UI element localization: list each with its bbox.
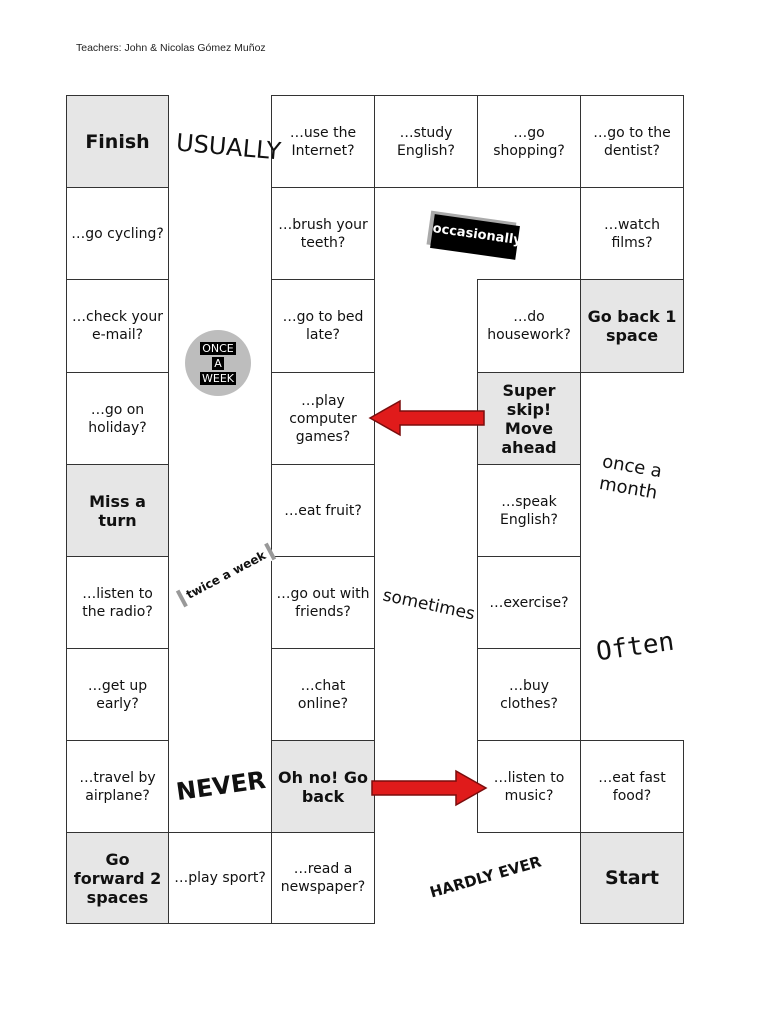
arrow-left-shape <box>370 401 484 435</box>
square-listen-music[interactable]: …listen to music? <box>477 740 581 833</box>
arrow-left-icon <box>368 398 488 438</box>
arrow-right-icon <box>370 768 490 808</box>
once-a-week-line3: WEEK <box>202 371 234 385</box>
square-do-housework[interactable]: …do housework? <box>477 279 581 373</box>
square-go-shopping[interactable]: …go shopping? <box>477 95 581 188</box>
once-a-week-line2: A <box>214 356 222 370</box>
square-go-on-holiday[interactable]: …go on holiday? <box>66 372 169 465</box>
square-go-back-1[interactable]: Go back 1 space <box>580 279 684 373</box>
square-eat-fast-food[interactable]: …eat fast food? <box>580 740 684 833</box>
once-a-month-line1: once a <box>600 451 664 483</box>
square-get-up-early[interactable]: …get up early? <box>66 648 169 741</box>
square-buy-clothes[interactable]: …buy clothes? <box>477 648 581 741</box>
square-exercise[interactable]: …exercise? <box>477 556 581 649</box>
teachers-credit: Teachers: John & Nicolas Gómez Muñoz <box>76 42 266 54</box>
square-listen-radio[interactable]: …listen to the radio? <box>66 556 169 649</box>
label-never: NEVER <box>174 765 268 807</box>
square-use-internet[interactable]: …use the Internet? <box>271 95 375 188</box>
square-eat-fruit[interactable]: …eat fruit? <box>271 464 375 557</box>
finish-square[interactable]: Finish <box>66 95 169 188</box>
label-twice-a-week: twice a week <box>176 543 276 608</box>
arrow-right-shape <box>372 771 486 805</box>
square-study-english[interactable]: …study English? <box>374 95 478 188</box>
once-a-month-line2: month <box>597 472 659 504</box>
label-once-a-month <box>597 451 664 505</box>
label-usually: USUALLY <box>174 128 283 166</box>
square-play-sport[interactable]: …play sport? <box>168 832 272 924</box>
square-super-skip[interactable]: Super skip! Move ahead <box>477 372 581 465</box>
square-go-forward-2[interactable]: Go forward 2 spaces <box>66 832 169 924</box>
square-go-to-bed-late[interactable]: …go to bed late? <box>271 279 375 373</box>
square-watch-films[interactable]: …watch films? <box>580 187 684 280</box>
square-read-newspaper[interactable]: …read a newspaper? <box>271 832 375 924</box>
square-chat-online[interactable]: …chat online? <box>271 648 375 741</box>
label-hardly-ever: HARDLY EVER <box>427 852 544 902</box>
start-square[interactable]: Start <box>580 832 684 924</box>
square-go-cycling[interactable]: …go cycling? <box>66 187 169 280</box>
label-sometimes: sometimes <box>380 585 477 625</box>
square-check-email[interactable]: …check your e-mail? <box>66 279 169 373</box>
square-miss-a-turn[interactable]: Miss a turn <box>66 464 169 557</box>
square-play-computer-games[interactable]: …play computer games? <box>271 372 375 465</box>
once-a-week-line1: ONCE <box>202 341 234 355</box>
badge-once-a-week <box>185 330 251 396</box>
square-travel-airplane[interactable]: …travel by airplane? <box>66 740 169 833</box>
square-brush-teeth[interactable]: …brush your teeth? <box>271 187 375 280</box>
square-oh-no-go-back[interactable]: Oh no! Go back <box>271 740 375 833</box>
square-go-out-friends[interactable]: …go out with friends? <box>271 556 375 649</box>
square-speak-english[interactable]: …speak English? <box>477 464 581 557</box>
square-go-to-dentist[interactable]: …go to the dentist? <box>580 95 684 188</box>
label-often: Often <box>594 626 676 668</box>
label-occasionally: occasionally <box>430 214 520 260</box>
